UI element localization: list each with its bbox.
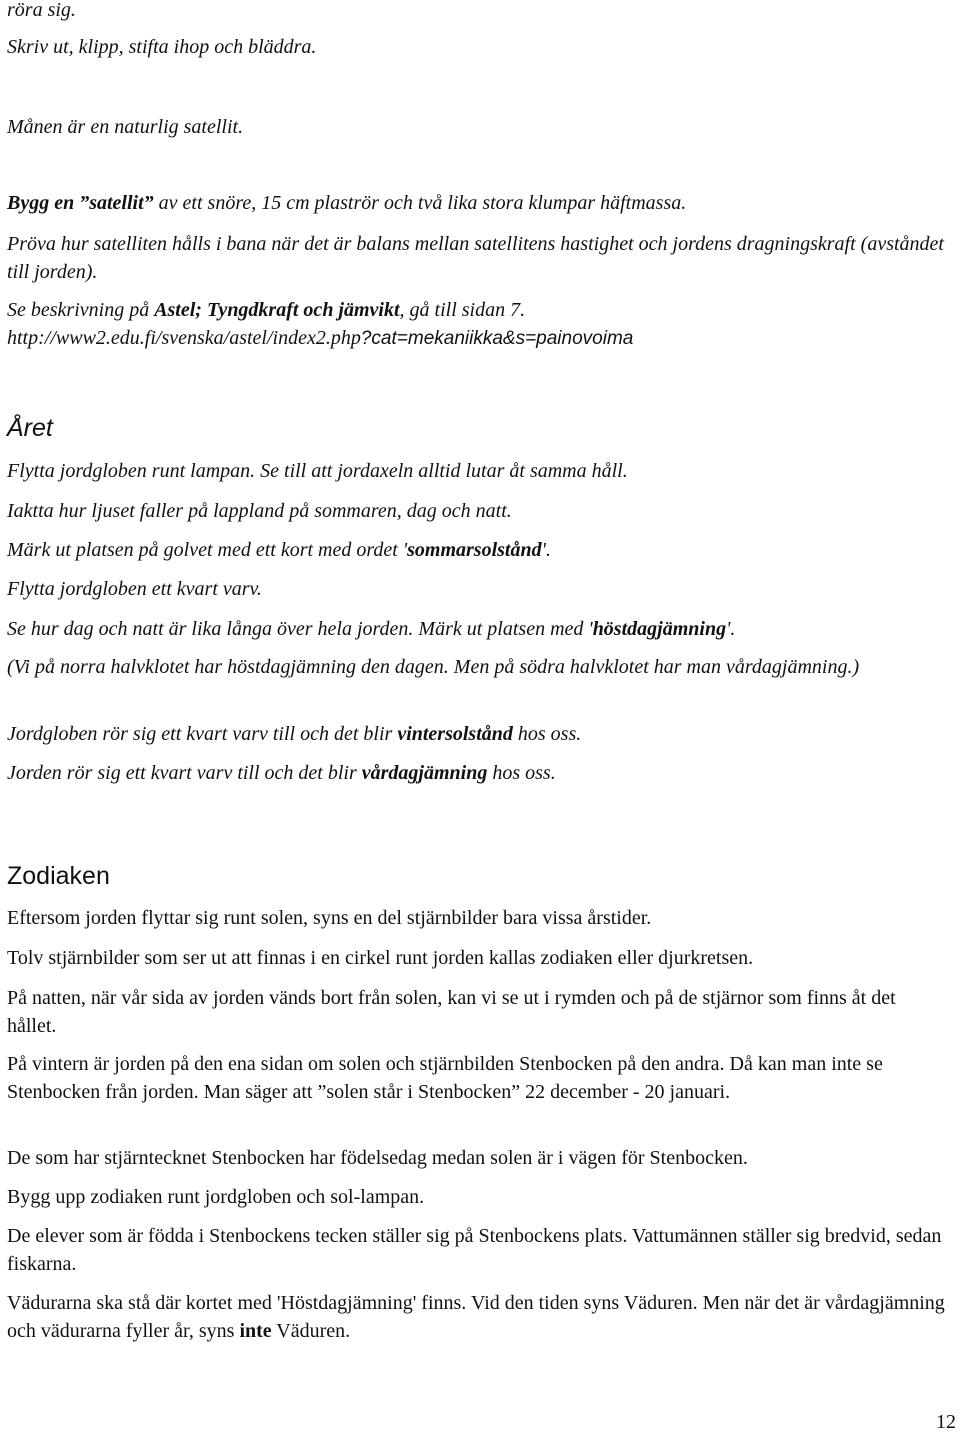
bold-text: inte bbox=[239, 1320, 272, 1342]
text: Väduren. bbox=[271, 1320, 351, 1342]
section-heading bbox=[7, 861, 110, 891]
text: Se hur dag och natt är lika långa över hela jorden. Märk ut platsen med ' bbox=[7, 618, 593, 640]
text: Jorden rör sig ett kvart varv till och det blir bbox=[7, 762, 362, 784]
text-line bbox=[7, 720, 952, 748]
text: hos oss. bbox=[487, 762, 556, 784]
text-line bbox=[7, 1183, 952, 1211]
text: av ett snöre, 15 cm plaströr och två lika stora klumpar häftmassa. bbox=[153, 192, 687, 214]
text: Flytta jordgloben runt lampan. Se till att jordaxeln alltid lutar åt samma håll. bbox=[7, 460, 628, 482]
bold-text: vårdagjämning bbox=[361, 762, 488, 784]
text-line bbox=[7, 536, 952, 564]
url-text: ?cat=mekaniikka&s=painovoima bbox=[360, 328, 634, 349]
text-line bbox=[7, 113, 952, 141]
text: Märk ut platsen på golvet med ett kort med ordet ' bbox=[7, 539, 408, 561]
text: '. bbox=[541, 539, 551, 561]
text: hos oss. bbox=[512, 723, 582, 745]
text: På vintern är jorden på den ena sidan om solen och stjärnbilden Stenbocken på den andra. Då kan man inte se Stenbocken från jorden. Man säger att ”solen står i Stenbocken” 22 december - 20 januari. bbox=[7, 1053, 883, 1103]
text: '. bbox=[726, 618, 736, 640]
page-number: 12 bbox=[936, 1411, 956, 1433]
text: röra sig. bbox=[7, 0, 76, 21]
text-line bbox=[7, 904, 952, 932]
text: (Vi på norra halvklotet har höstdagjämning den dagen. Men på södra halvklotet har man vårdagjämning.) bbox=[7, 656, 860, 678]
url-text: http://www2.edu.fi/svenska/astel/index2.php bbox=[7, 327, 361, 349]
text-line bbox=[7, 0, 952, 24]
url-line bbox=[7, 324, 952, 353]
heading-text: Zodiaken bbox=[7, 862, 110, 890]
text: Bygg upp zodiaken runt jordgloben och sol-lampan. bbox=[7, 1186, 425, 1208]
bold-text: höstdagjämning bbox=[592, 618, 727, 640]
text: Tolv stjärnbilder som ser ut att finnas i en cirkel runt jorden kallas zodiaken eller djurkretsen. bbox=[7, 947, 754, 969]
text-paragraph bbox=[7, 984, 937, 1040]
text: På natten, när vår sida av jorden vänds bort från solen, kan vi se ut i rymden och på de stjärnor som finns åt det hållet. bbox=[7, 987, 896, 1037]
text-line bbox=[7, 1144, 952, 1172]
text: De elever som är födda i Stenbockens tecken ställer sig på Stenbockens plats. Vattumännen ställer sig bredvid, sedan fiskarna. bbox=[7, 1225, 942, 1275]
text: Flytta jordgloben ett kvart varv. bbox=[7, 578, 262, 600]
text-line bbox=[7, 575, 952, 603]
text-line bbox=[7, 296, 952, 324]
text-line bbox=[7, 615, 952, 643]
text: Eftersom jorden flyttar sig runt solen, syns en del stjärnbilder bara vissa årstider. bbox=[7, 907, 652, 929]
text: Jordgloben rör sig ett kvart varv till och det blir bbox=[7, 723, 398, 745]
text: Skriv ut, klipp, stifta ihop och bläddra. bbox=[7, 36, 317, 58]
text-paragraph bbox=[7, 1050, 952, 1106]
text: Iaktta hur ljuset faller på lappland på sommaren, dag och natt. bbox=[7, 500, 512, 522]
text-line bbox=[7, 457, 952, 485]
text-line bbox=[7, 189, 952, 217]
section-heading bbox=[7, 413, 53, 443]
text: Vädurarna ska stå där kortet med 'Höstdagjämning' finns. Vid den tiden syns Väduren. Men när det är vårdagjämning och vädurarna fyller år, syns bbox=[7, 1292, 945, 1342]
text-line bbox=[7, 944, 952, 972]
text-paragraph bbox=[7, 653, 877, 681]
text: Månen är en naturlig satellit. bbox=[7, 116, 244, 138]
text-paragraph bbox=[7, 230, 952, 286]
text: Se beskrivning på bbox=[7, 299, 155, 321]
bold-text: Bygg en ”satellit” bbox=[7, 192, 154, 214]
text-paragraph bbox=[7, 1289, 952, 1345]
text: De som har stjärntecknet Stenbocken har födelsedag medan solen är i vägen för Stenbocken. bbox=[7, 1147, 748, 1169]
bold-text: vintersolstånd bbox=[397, 723, 513, 745]
text-line bbox=[7, 759, 952, 787]
text: , gå till sidan 7. bbox=[399, 299, 526, 321]
bold-text: Astel; Tyngdkraft och jämvikt bbox=[154, 299, 400, 321]
text-paragraph bbox=[7, 1222, 952, 1278]
text: Pröva hur satelliten hålls i bana när det är balans mellan satellitens hastighet och jordens dragningskraft (avståndet till jorden). bbox=[7, 233, 944, 283]
text-line bbox=[7, 497, 952, 525]
heading-text: Året bbox=[7, 414, 53, 442]
bold-text: sommarsolstånd bbox=[407, 539, 542, 561]
text-line bbox=[7, 33, 952, 61]
